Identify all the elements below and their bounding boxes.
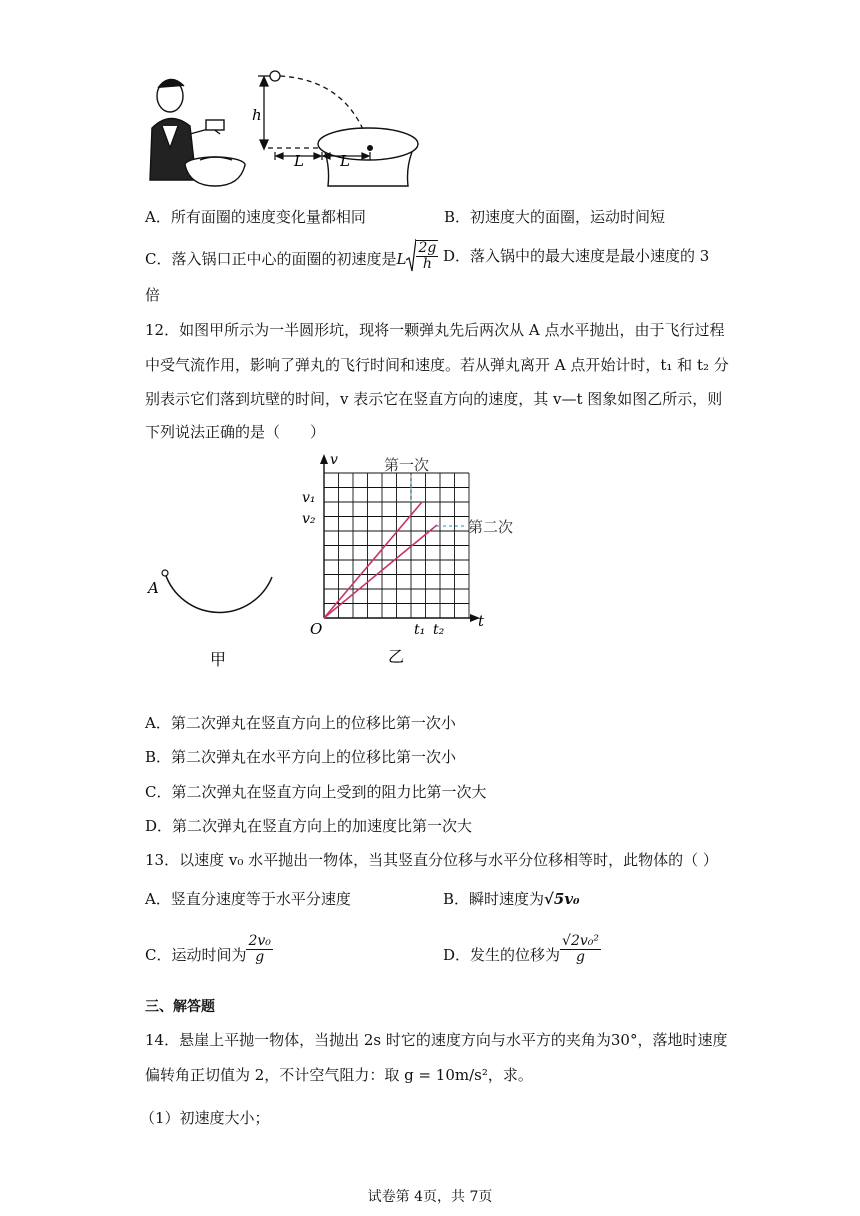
label-v-axis: v bbox=[330, 452, 338, 468]
q11-option-c-text: C．落入锅口正中心的面圈的初速度是 bbox=[145, 250, 397, 268]
label-t1: t₁ bbox=[414, 622, 426, 638]
q13-option-b-text: B．瞬时速度为 bbox=[443, 890, 545, 908]
q11-option-b: B．初速度大的面圈，运动时间短 bbox=[444, 208, 666, 226]
q13-stem: 13．以速度 v₀ 水平抛出一物体，当其竖直分位移与水平分位移相等时，此物体的（ ） bbox=[145, 851, 718, 869]
figure-yi bbox=[300, 450, 540, 675]
figure-q11-svg bbox=[140, 68, 440, 193]
second-throw-line bbox=[324, 525, 437, 618]
q12-stem-line-3: 别表示它们落到坑壁的时间，v 表示它在竖直方向的速度，其 v—t 图象如图乙所示，则 bbox=[145, 390, 723, 408]
q13-option-c bbox=[145, 932, 273, 965]
q13-c-denominator: g bbox=[255, 948, 265, 965]
q13-option-b bbox=[443, 889, 580, 909]
section-heading: 三、解答题 bbox=[145, 999, 215, 1015]
label-t2: t₂ bbox=[433, 622, 445, 638]
label-point-a: A bbox=[148, 579, 159, 597]
q11-option-d: D．落入锅中的最大速度是最小速度的 3 bbox=[443, 247, 710, 265]
q14-sub-question-1: （1）初速度大小； bbox=[140, 1109, 270, 1127]
label-v1: v₁ bbox=[302, 490, 316, 506]
caption-jia: 甲 bbox=[210, 650, 227, 669]
q13-option-d-text: D．发生的位移为 bbox=[443, 946, 561, 964]
q11-option-a: A．所有面圈的速度变化量都相同 bbox=[145, 208, 366, 226]
q11-c-numerator: 2g bbox=[418, 240, 437, 256]
pot-center-point bbox=[367, 145, 373, 151]
q11-option-d-continued: 倍 bbox=[145, 286, 161, 304]
graph-grid bbox=[324, 473, 469, 618]
label-first-throw: 第一次 bbox=[384, 456, 430, 474]
label-h: h bbox=[252, 106, 262, 124]
caption-yi: 乙 bbox=[388, 647, 405, 666]
q11-option-c bbox=[145, 240, 438, 274]
v-axis-arrow bbox=[320, 454, 328, 464]
semicircle-pit bbox=[165, 573, 272, 612]
q13-option-a: A．竖直分速度等于水平分速度 bbox=[145, 890, 351, 908]
q12-option-a: A．第二次弹丸在竖直方向上的位移比第一次小 bbox=[145, 714, 456, 732]
q13-option-c-fraction bbox=[246, 934, 272, 965]
label-L-2: L bbox=[340, 152, 350, 170]
q13-d-numerator: √2v₀² bbox=[562, 932, 599, 949]
figure-yi-svg bbox=[300, 450, 540, 675]
q11-c-denominator: h bbox=[422, 256, 432, 272]
launch-point bbox=[270, 71, 280, 81]
label-second-throw: 第二次 bbox=[468, 518, 514, 536]
q13-d-denominator: g bbox=[576, 948, 585, 965]
q12-option-d: D．第二次弹丸在竖直方向上的加速度比第一次大 bbox=[145, 817, 473, 835]
label-v2: v₂ bbox=[302, 511, 316, 527]
figure-q11 bbox=[140, 68, 440, 193]
q12-stem-line-2: 中受气流作用，影响了弹丸的飞行时间和速度。若从弹丸离开 A 点开始计时，t₁ 和 t₂ 分 bbox=[145, 356, 729, 374]
q13-option-b-value: √5v₀ bbox=[544, 890, 580, 908]
q12-stem-line-1: 12．如图甲所示为一半圆形坑，现将一颗弹丸先后两次从 A 点水平抛出，由于飞行过程 bbox=[145, 321, 725, 339]
cook-illustration bbox=[150, 79, 245, 186]
q12-option-c: C．第二次弹丸在竖直方向上受到的阻力比第一次大 bbox=[145, 783, 487, 801]
q14-line-1: 14．悬崖上平抛一物体，当抛出 2s 时它的速度方向与水平方的夹角为30°，落地时速度 bbox=[145, 1031, 728, 1049]
label-t-axis: t bbox=[478, 612, 485, 630]
q12-option-b: B．第二次弹丸在水平方向上的位移比第一次小 bbox=[145, 748, 457, 766]
page-footer: 试卷第 4页，共 7页 bbox=[367, 1189, 493, 1205]
q13-option-c-text: C．运动时间为 bbox=[145, 946, 247, 964]
sqrt-sign bbox=[406, 238, 416, 274]
point-a-marker bbox=[162, 570, 168, 576]
q11-option-c-fraction bbox=[416, 240, 438, 272]
label-origin: O bbox=[310, 620, 323, 638]
q12-stem-line-4: 下列说法正确的是（ ） bbox=[145, 423, 326, 441]
q11-option-c-L: L bbox=[396, 250, 407, 268]
q13-option-d-fraction bbox=[560, 934, 601, 965]
figure-jia bbox=[140, 565, 290, 675]
q14-line-2: 偏转角正切值为 2，不计空气阻力：取 g = 10m/s²，求。 bbox=[145, 1066, 533, 1084]
q13-c-numerator: 2v₀ bbox=[248, 932, 271, 949]
label-L-1: L bbox=[294, 152, 304, 170]
figure-jia-svg bbox=[140, 565, 290, 675]
q13-option-d bbox=[443, 932, 601, 965]
